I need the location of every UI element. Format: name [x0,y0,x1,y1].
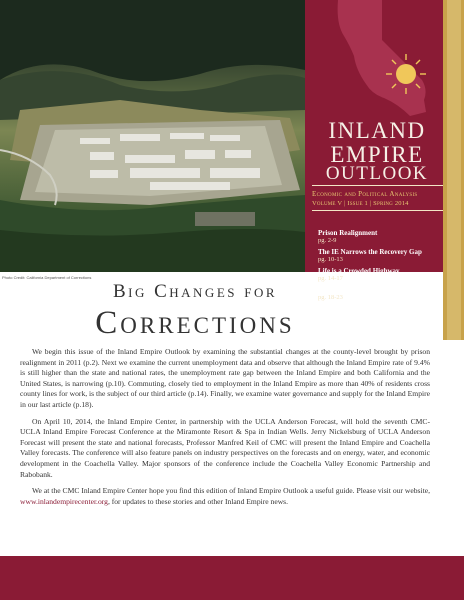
toc-item-pages: pg. 14-17 [318,275,343,282]
masthead-subtitle: Economic and Political Analysis [312,190,418,198]
toc-item-title: The IE Narrows the Recovery Gap [318,248,422,256]
toc-item[interactable] [318,248,443,263]
issue-info [312,200,443,207]
website-link[interactable]: www.inlandempirecenter.org [20,496,108,506]
toc-item[interactable] [318,229,443,244]
issue-label: Issue 1 [347,200,368,207]
season-label: Spring 2014 [373,200,409,207]
toc-item-pages: pg. 2-9 [318,237,337,244]
paragraph-3-start: We at the CMC Inland Empire Center hope you find this edition of Inland Empire Outlook a useful guide. Please visit our website, [32,486,430,496]
masthead-title-line1: INLAND [328,118,426,143]
cover-photo [0,0,305,272]
separator: | [343,200,346,207]
paragraph-2: On April 10, 2014, the Inland Empire Center, in partnership with the UCLA Anderson Forecast, will hold the seventh CMC-UCLA Inland Empire Forecast Conference at the Miramonte Resort & Spa in Indian Wells. Jerry Nickelsburg of UCLA Anderson Forecast will present the state and national forecasts, Professor Manfred Keil of CMC will present the Inland Empire and Coachella Valley forecasts. The conference will also feature panels on industry perspectives on the forecasts and on energy, water, and economic development in the Coachella Valley. Major sponsors of the conference include the Coachella Valley Economic Partnership and Rabobank. [20,416,430,479]
toc-item[interactable] [318,286,443,301]
headline-line2: Corrections [95,305,295,341]
masthead-title-line3: OUTLOOK [325,163,429,184]
paragraph-3 [20,486,430,507]
toc-item-title: Life is a Crowded Highway [318,267,400,275]
paragraph-1: We begin this issue of the Inland Empire Outlook by examining the substantial changes at the county-level brought by prison realignment in 2011 (p.2). Next we examine the current unemployment data and observe that although the Inland Empire rate of 9.4% is still higher than the state and national rates, the unemployment rate gap between the Inland Empire and both California and the United States, is narrowing (p.10). Commuting, closely tied to employment in the Inland Empire as more than 40% of residents cross county lines for work, is the subject of our third article (p.14). Finally, we examine water governance and supply for the Inland Empire in our last article (p.18). [20,347,430,409]
toc-item-pages: pg. 18-23 [318,294,343,301]
toc-item-pages: pg. 10-13 [318,256,343,263]
masthead-title-line2: EMPIRE [330,142,424,167]
masthead-divider-bottom [312,210,443,211]
volume-label: Volume V [312,200,343,207]
intro-article [20,347,430,513]
masthead-divider-top [312,185,443,186]
separator: | [369,200,372,207]
toc-item-title: Prison Realignment [318,229,378,237]
toc-item-title: Water in the Inland Empire [318,286,401,294]
paragraph-3-end: , for updates to these stories and other Inland Empire news. [107,496,289,506]
california-sun-logo [330,0,444,118]
gold-stripe-inner [447,0,461,340]
table-of-contents [318,229,443,305]
prison-aerial-illustration [0,0,305,272]
headline-line1: Big Changes for [112,281,278,302]
footer-bar [0,556,464,600]
toc-item[interactable] [318,267,443,282]
photo-credit: Photo Credit: California Department of Corrections [2,275,92,280]
